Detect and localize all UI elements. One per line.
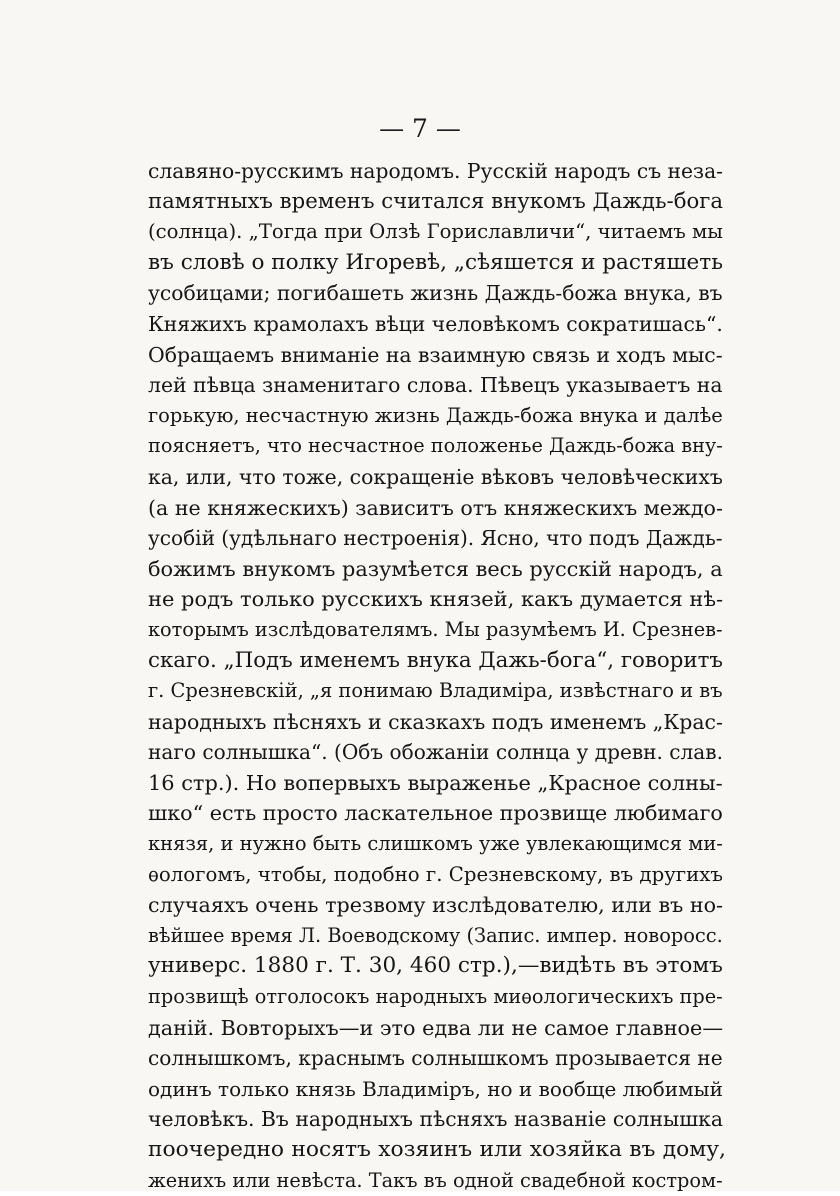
text-line: Обращаемъ вниманіе на взаимную связь и ходъ мыс- — [148, 342, 723, 367]
text-line: усобицами; погибашеть жизнь Даждь-божа внука, въ — [148, 281, 723, 306]
text-line: въ словѣ о полку Игоревѣ, „сѣяшется и растяшеть — [148, 249, 723, 275]
text-line: вѣйшее время Л. Воеводскому (Запис. импер. новоросс. — [148, 923, 723, 947]
page-number: — 7 — — [379, 114, 461, 143]
text-line: горькую, несчастную жизнь Даждь-божа внука и далѣе — [148, 403, 723, 427]
text-line: (солнца). „Тогда при Олзѣ Гориславличи“, читаемъ мы — [148, 220, 723, 244]
text-line: универс. 1880 г. Т. 30, 460 стр.),—видѣть въ этомъ — [148, 953, 723, 979]
text-line: прозвищѣ отголосокъ народныхъ миѳологическихъ пре- — [148, 985, 723, 1009]
text-line: даній. Вовторыхъ—и это едва ли не самое главное— — [148, 1015, 724, 1040]
body-text — [148, 156, 726, 1196]
text-line: 16 стр.). Но вопервыхъ выраженье „Красное солны- — [148, 770, 723, 795]
text-line: женихъ или невѣста. Такъ въ одной свадебной костром- — [148, 1168, 723, 1192]
text-line: памятныхъ временъ считался внукомъ Даждь-бога — [148, 188, 724, 214]
text-line: ка, или, что тоже, сокращеніе вѣковъ человѣческихъ — [148, 464, 723, 489]
text-line: славяно-русскимъ народомъ. Русскій народъ съ неза- — [148, 159, 724, 183]
text-line: народныхъ пѣсняхъ и сказкахъ подъ именемъ „Крас- — [148, 709, 723, 734]
text-line: человѣкъ. Въ народныхъ пѣсняхъ названіе солнышка — [148, 1107, 723, 1132]
text-line: усобій (удѣльнаго нестроенія). Ясно, что подъ Даждь- — [148, 526, 723, 551]
text-line: (а не княжескихъ) зависитъ отъ княжескихъ междо- — [148, 495, 723, 520]
text-line: Княжихъ крамолахъ вѣци человѣкомъ сократишась“. — [148, 311, 723, 336]
text-line: князя, и нужно быть слишкомъ уже увлекающимся ми- — [148, 832, 723, 856]
text-line: лей пѣвца знаменитаго слова. Пѣвецъ указываетъ на — [148, 373, 723, 398]
text-line: поочередно носятъ хозяинъ или хозяйка въ дому, — [148, 1137, 726, 1162]
text-line: солнышкомъ, краснымъ солнышкомъ прозывается не — [148, 1046, 723, 1071]
text-line: божимъ внукомъ разумѣется весь русскій народъ, а — [148, 556, 723, 581]
text-line: не родъ только русскихъ князей, какъ думается нѣ- — [148, 587, 724, 612]
text-line: случаяхъ очень трезвому изслѣдователю, или въ но- — [148, 893, 724, 918]
text-line: ѳологомъ, чтобы, подобно г. Срезневскому, въ другихъ — [148, 862, 723, 886]
text-line: которымъ изслѣдователямъ. Мы разумѣемъ И. Срезнев- — [148, 617, 723, 641]
text-line: одинъ только князь Владиміръ, но и вообще любимый — [148, 1076, 723, 1101]
text-line: скаго. „Подъ именемъ внука Дажь-бога“, говоритъ — [148, 647, 723, 673]
text-line: наго солнышка“. (Объ обожаніи солнца у древн. слав. — [148, 740, 723, 765]
text-line: шко“ есть просто ласкательное прозвище любимаго — [148, 801, 723, 826]
text-line: г. Срезневскій, „я понимаю Владиміра, извѣстнаго и въ — [148, 679, 723, 703]
text-line: поясняетъ, что несчастное положенье Даждь-божа вну- — [148, 434, 723, 458]
